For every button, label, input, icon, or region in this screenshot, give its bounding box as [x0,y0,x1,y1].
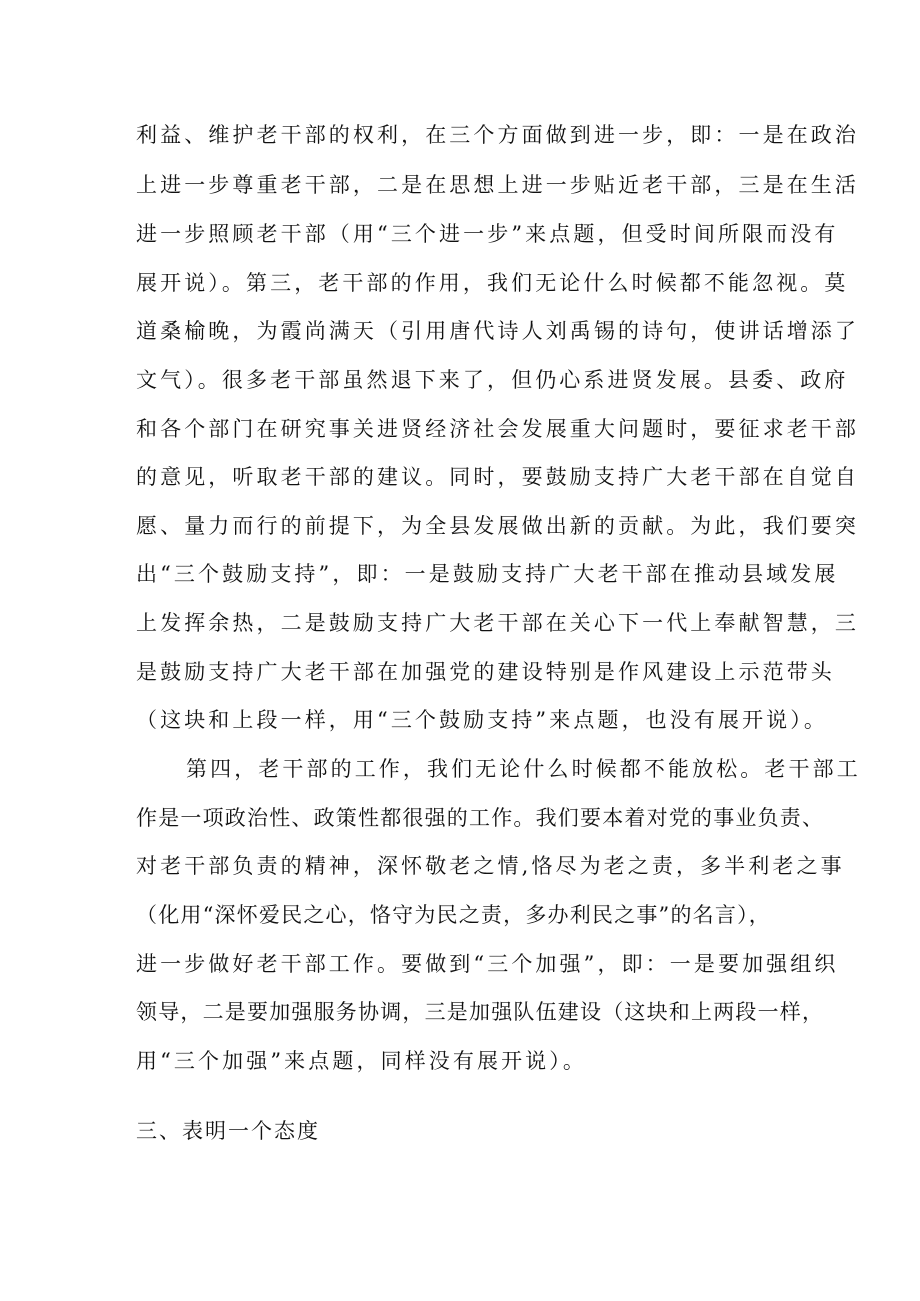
text-line: 愿、量力而行的前提下，为全县发展做出新的贡献。为此，我们要突 [136,514,859,538]
section-heading: 三、表明一个态度 [136,1119,320,1143]
text-line: 领导，二是要加强服务协调，三是加强队伍建设（这块和上两段一样， [136,1000,825,1024]
text-line: 对老干部负责的精神，深怀敬老之情,恪尽为老之责，多半利老之事 [136,854,845,878]
text-line: 进一步做好老干部工作。要做到“三个加强”，即：一是要加强组织 [136,952,839,976]
text-line: 第四，老干部的工作，我们无论什么时候都不能放松。老干部工 [186,757,861,781]
text-line: 上进一步尊重老干部，二是在思想上进一步贴近老干部，三是在生活 [136,173,859,197]
text-line: 的意见，听取老干部的建议。同时，要鼓励支持广大老干部在自觉自 [136,465,859,489]
text-line: （化用“深怀爱民之心，恪守为民之责，多办利民之事”的名言）， [136,903,771,927]
text-line: 作是一项政治性、政策性都很强的工作。我们要本着对党的事业负责、 [136,806,825,830]
text-line: 是鼓励支持广大老干部在加强党的建设特别是作风建设上示范带头 [136,660,835,684]
text-line: 出“三个鼓励支持”，即：一是鼓励支持广大老干部在推动县域发展 [136,562,839,586]
text-line: 文气）。很多老干部虽然退下来了，但仍心系进贤发展。县委、政府 [136,368,849,392]
text-line: 用“三个加强”来点题，同样没有展开说）。 [136,1049,587,1073]
text-line: 道桑榆晚，为霞尚满天（引用唐代诗人刘禹锡的诗句，使讲话增添了 [136,319,859,343]
text-line: （这块和上段一样，用“三个鼓励支持”来点题，也没有展开说）。 [136,708,828,732]
text-line: 利益、维护老干部的权利，在三个方面做到进一步，即：一是在政治 [136,123,859,147]
text-line: 进一步照顾老干部（用“三个进一步”来点题，但受时间所限而没有 [136,222,839,246]
text-line: 展开说）。第三，老干部的作用，我们无论什么时候都不能忽视。莫 [136,271,849,295]
text-line: 和各个部门在研究事关进贤经济社会发展重大问题时，要征求老干部 [136,417,859,441]
text-line: 上发挥余热，二是鼓励支持广大老干部在关心下一代上奉献智慧，三 [136,611,859,635]
